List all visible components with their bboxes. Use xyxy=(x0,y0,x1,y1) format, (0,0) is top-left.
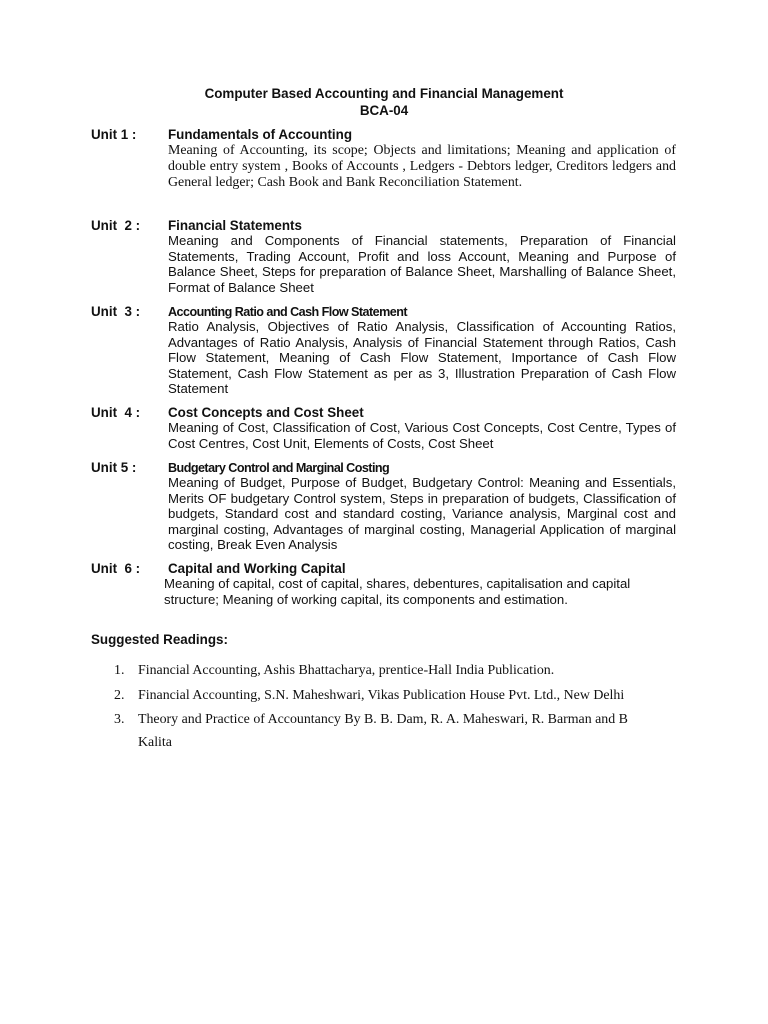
reading-item xyxy=(114,709,654,754)
reading-number: 2. xyxy=(114,687,125,703)
unit-label: Unit 2 : xyxy=(91,218,141,233)
unit-label: Unit 6 : xyxy=(91,561,141,576)
unit-label: Unit 1 : xyxy=(91,127,137,142)
unit-heading: Budgetary Control and Marginal Costing xyxy=(168,461,390,475)
reading-number: 3. xyxy=(114,712,125,727)
unit-label: Unit 3 : xyxy=(91,304,141,319)
unit-description: Ratio Analysis, Objectives of Ratio Analysis, Classification of Accounting Ratios, Advantages of Ratio Analysis, Analysis of Financial Statement through Ratios, Cash Flow Statement, Meaning of Cash Flow Statement, Importance of Cash Flow Statement, Cash Flow Statement as per as 3, Illustration Preparation of Cash Flow Statement xyxy=(168,319,676,396)
reading-number: 1. xyxy=(114,663,125,678)
unit-label: Unit 4 : xyxy=(91,405,141,420)
unit-description: Meaning of Cost, Classification of Cost, Various Cost Concepts, Cost Centre, Types of Cost Centres, Cost Unit, Elements of Costs, Cost Sheet xyxy=(168,420,676,451)
reading-item xyxy=(114,660,654,683)
unit-description: Meaning and Components of Financial statements, Preparation of Financial Statements, Trading Account, Profit and loss Account, Meaning and Purpose of Balance Sheet, Steps for preparation of Balance Sheet, Marshalling of Balance Sheet, Format of Balance Sheet xyxy=(168,233,676,295)
unit-heading: Capital and Working Capital xyxy=(168,561,346,576)
unit-heading: Accounting Ratio and Cash Flow Statement xyxy=(168,305,407,319)
suggested-readings-list xyxy=(114,660,654,756)
unit-description: Meaning of capital, cost of capital, shares, debentures, capitalisation and capital structure; Meaning of working capital, its components and estimation. xyxy=(164,576,631,607)
reading-text: Theory and Practice of Accountancy By B. B. Dam, R. A. Maheswari, R. Barman and B Kalita xyxy=(138,712,628,750)
unit-heading: Cost Concepts and Cost Sheet xyxy=(168,405,364,420)
course-code: BCA-04 xyxy=(359,103,409,118)
unit-heading: Financial Statements xyxy=(168,218,302,233)
unit-description: Meaning of Accounting, its scope; Objects and limitations; Meaning and application of double entry system , Books of Accounts , Ledgers - Debtors ledger, Creditors ledgers and General ledger; Cash Book and Bank Reconciliation Statement. xyxy=(168,143,676,191)
unit-label: Unit 5 : xyxy=(91,460,137,475)
reading-text: Financial Accounting, Ashis Bhattacharya, prentice-Hall India Publication. xyxy=(138,663,555,678)
suggested-readings-title: Suggested Readings: xyxy=(91,632,228,647)
reading-text: Financial Accounting, S.N. Maheshwari, Vikas Publication House Pvt. Ltd., New Delhi xyxy=(138,687,625,703)
document-title: Computer Based Accounting and Financial Management xyxy=(204,86,564,101)
unit-description: Meaning of Budget, Purpose of Budget, Budgetary Control: Meaning and Essentials, Merits OF budgetary Control system, Steps in preparation of budgets, Classification of budgets, Standard cost and standard costing, Variance analysis, Marginal cost and marginal costing, Advantages of marginal costing, Managerial Application of marginal costing, Break Even Analysis xyxy=(168,475,676,552)
reading-item xyxy=(114,685,654,708)
unit-heading: Fundamentals of Accounting xyxy=(168,127,352,142)
